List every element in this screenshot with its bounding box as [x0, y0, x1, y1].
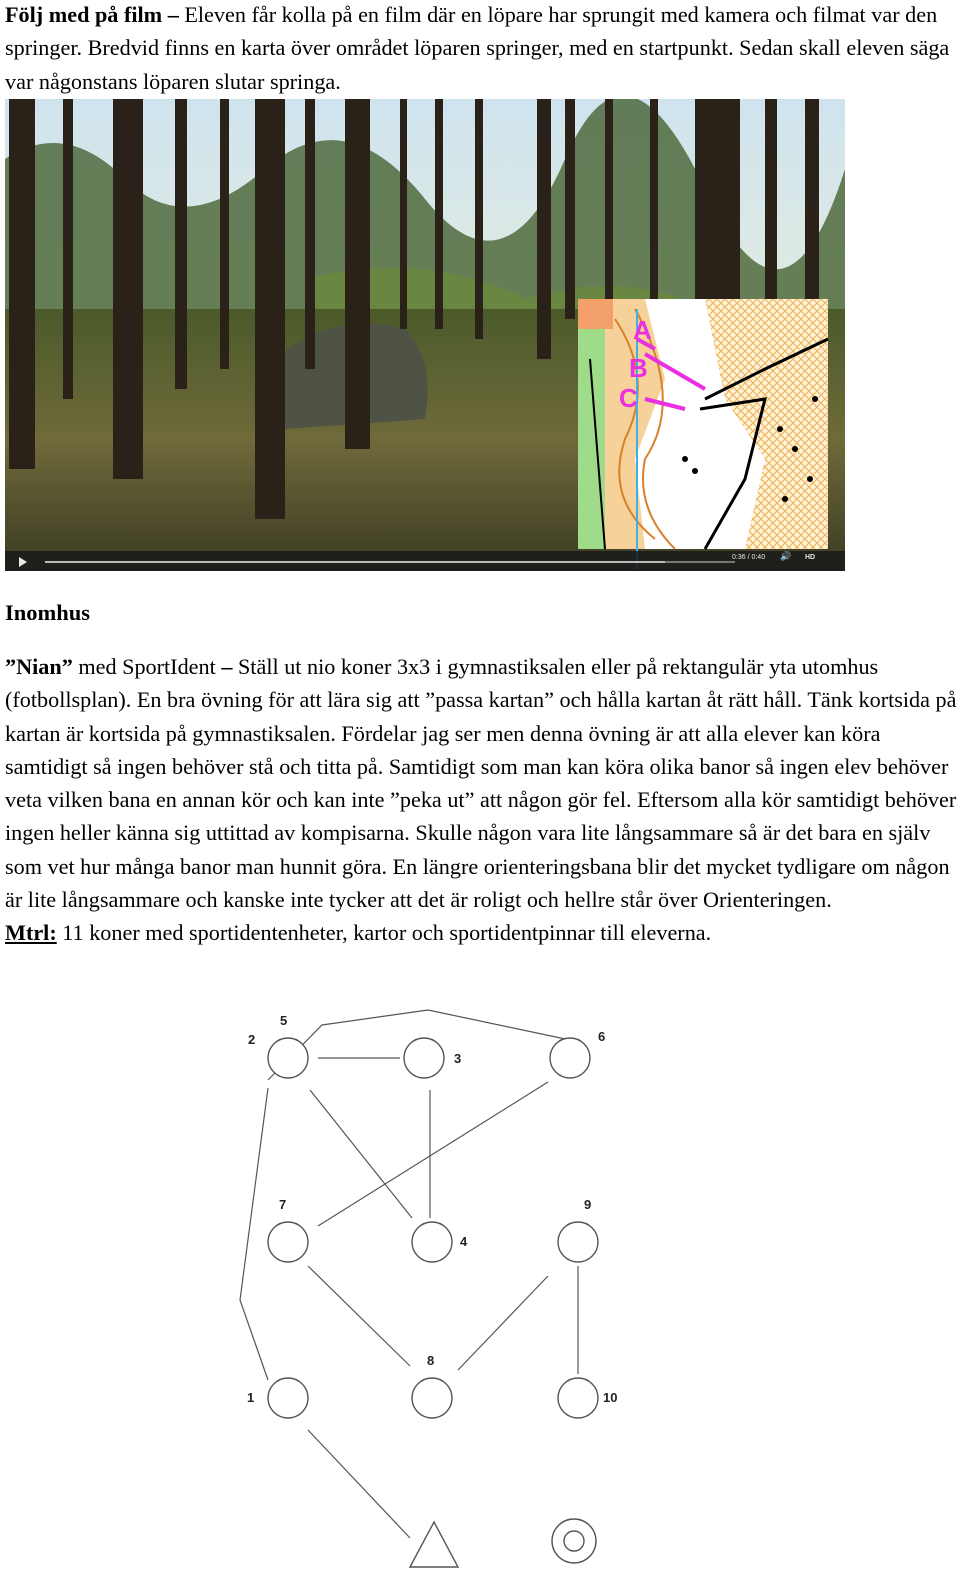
edge-9-8	[458, 1276, 548, 1370]
video-frame	[5, 99, 845, 571]
control-6	[550, 1038, 590, 1078]
intro-title: Följ med på film	[5, 2, 163, 27]
mtrl-text: 11 koner med sportidentenheter, kartor och sportidentpinnar till eleverna.	[56, 920, 712, 946]
intro-text: Eleven får kolla på en film där en löpare har sprungit med kamera och filmat var den springer. Bredvid finns en karta över området löparen springer, med en startpunkt. Sedan skall eleven säga var någonstans löparen slutar springa.	[5, 2, 950, 94]
map-letter-a: A	[633, 315, 652, 345]
control-1	[268, 1378, 308, 1418]
orienteering-map-overlay	[578, 299, 828, 569]
control-4	[412, 1222, 452, 1262]
label-4: 4	[460, 1234, 468, 1249]
label-9: 9	[584, 1197, 592, 1212]
start-triangle	[410, 1522, 458, 1567]
label-3: 3	[454, 1051, 462, 1066]
mtrl-label: Mtrl:	[5, 920, 57, 946]
label-1: 1	[247, 1390, 255, 1405]
course-diagram	[0, 1000, 960, 1579]
edge-2-7-1	[240, 1088, 268, 1380]
intro-dash: –	[162, 2, 185, 27]
map-letter-c: C	[619, 383, 638, 413]
control-2	[268, 1038, 308, 1078]
label-6: 6	[598, 1029, 606, 1044]
hd-button[interactable]: HD	[805, 554, 816, 561]
lead-title: ”Nian”	[5, 654, 73, 679]
section-heading: Inomhus	[5, 600, 91, 625]
lead-mid: med SportIdent	[72, 654, 222, 679]
course-diagram-svg	[0, 1000, 960, 1579]
body-paragraph	[5, 650, 957, 950]
label-8: 8	[427, 1353, 435, 1368]
label-2: 2	[248, 1032, 256, 1047]
control-9	[558, 1222, 598, 1262]
label-10: 10	[603, 1390, 618, 1405]
map-letter-b: B	[629, 353, 648, 383]
label-7: 7	[279, 1197, 287, 1212]
finish-inner-circle	[564, 1531, 584, 1551]
control-10	[558, 1378, 598, 1418]
video-time: 0:36 / 0:40	[732, 554, 766, 561]
label-5: 5	[280, 1013, 288, 1028]
control-7	[268, 1222, 308, 1262]
edge-7-8	[308, 1266, 410, 1366]
volume-icon[interactable]: 🔊	[780, 552, 792, 562]
intro-paragraph	[5, 0, 957, 98]
control-8	[412, 1378, 452, 1418]
control-3	[404, 1038, 444, 1078]
body-text: Ställ ut nio koner 3x3 i gymnastiksalen eller på rektangulär yta utomhus (fotbollsplan). En bra övning för att lära sig att ”passa kartan” och hålla kartan åt rätt håll. Tänk kortsida på kartan är kortsida på gymnastiksalen. Fördelar jag ser men denna övning är att alla elever kan köra samtidigt så ingen behöver stå och titta på. Samtidigt som man kan köra olika banor så ingen elev behöver veta vilken bana en annan kör och kan inte ”peka ut” att någon gör fel. Eftersom alla kör samtidigt behöver ingen heller känna sig uttittad av kompisarna. Skulle någon vara lite långsammare så är det bara en själv som vet hur många banor man hunnit göra. En längre orienteringsbana blir det mycket tydligare om någon är lite långsammare och kanske inte tycker att det är roligt och hellre står över Orienteringen.	[5, 654, 957, 913]
video-player[interactable]	[5, 99, 845, 571]
edge-6-7	[318, 1082, 548, 1226]
lead-dash: –	[221, 654, 233, 679]
edge-1-start	[308, 1430, 410, 1538]
